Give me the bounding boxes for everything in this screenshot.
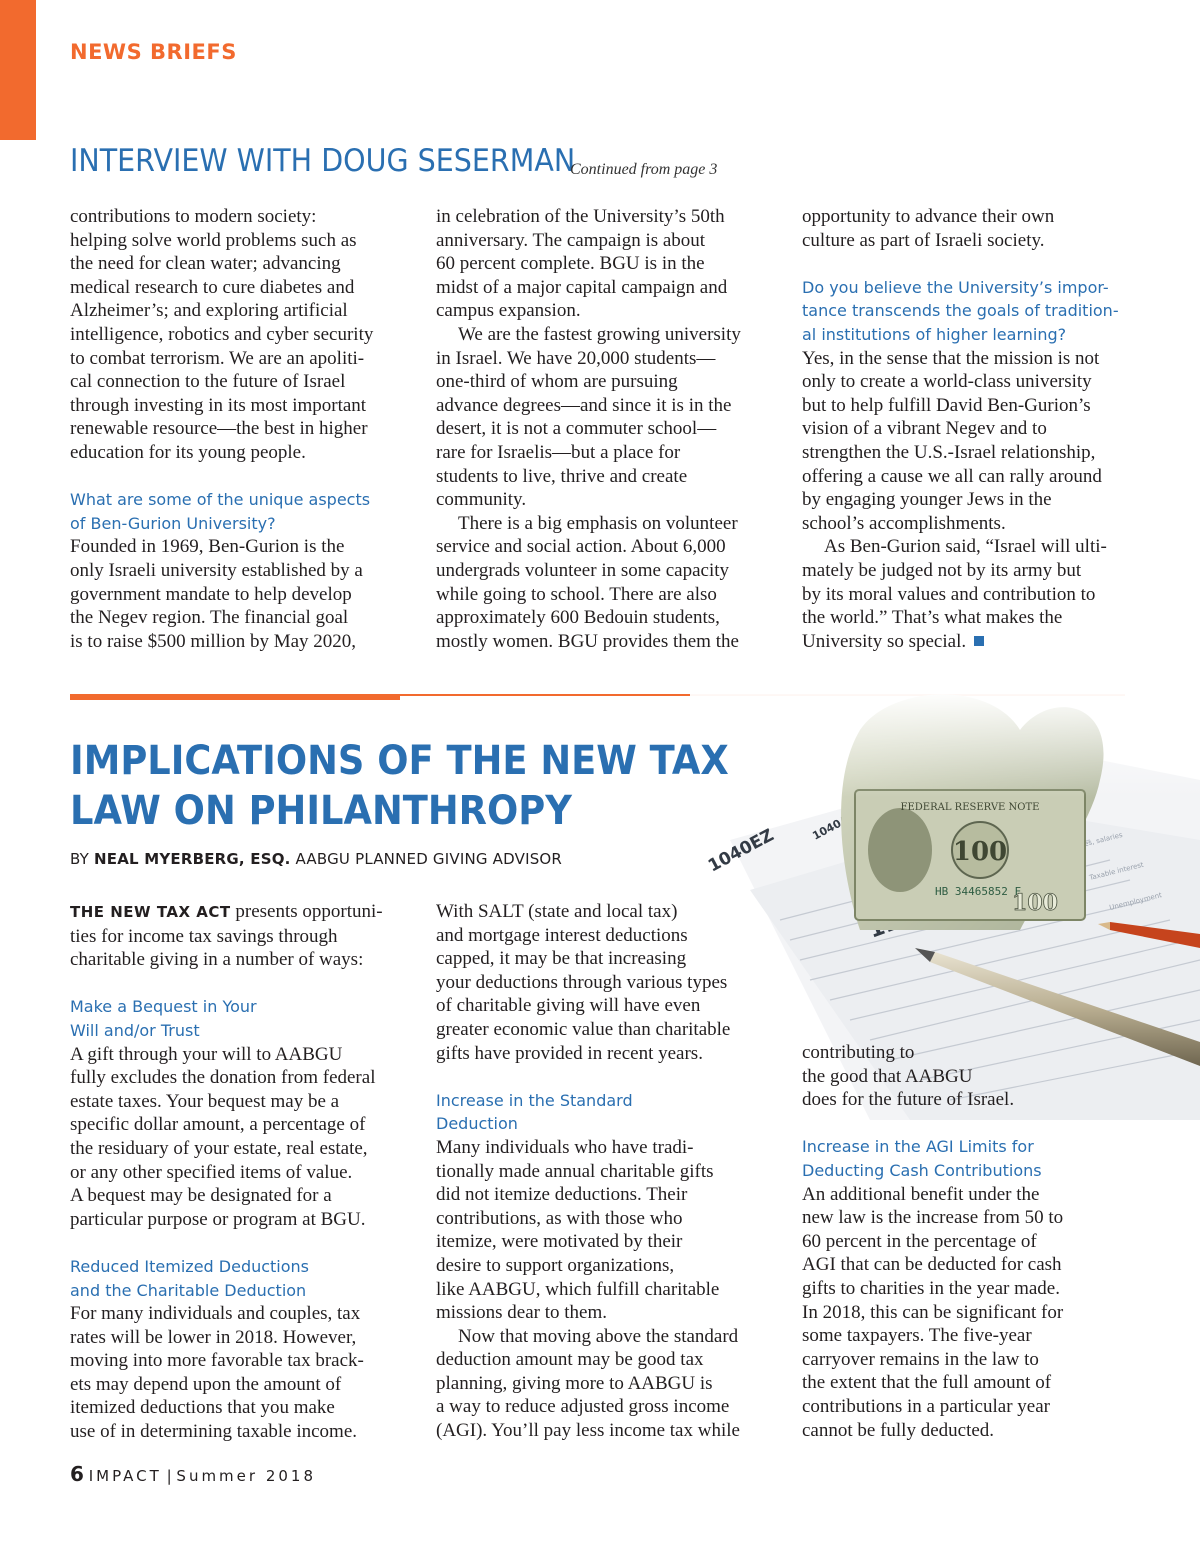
text-line: by engaging younger Jews in the bbox=[802, 489, 1052, 511]
section-label: NEWS BRIEFS bbox=[70, 40, 237, 64]
text-line: the need for clean water; advancing bbox=[70, 253, 341, 275]
text-line: What are some of the unique aspects bbox=[70, 490, 371, 510]
text-line: the Negev region. The financial goal bbox=[70, 607, 349, 629]
subheading bbox=[802, 1135, 1137, 1182]
article2-column-2 bbox=[436, 900, 771, 1443]
text-line: capped, it may be that increasing bbox=[436, 948, 687, 970]
text-line: cannot be fully deducted. bbox=[802, 1419, 995, 1441]
paragraph bbox=[70, 205, 405, 465]
text-line: while going to school. There are also bbox=[436, 583, 717, 605]
text-line: through investing in its most important bbox=[70, 394, 367, 416]
text-line: With SALT (state and local tax) bbox=[436, 901, 678, 922]
text-line: particular purpose or program at BGU. bbox=[70, 1208, 366, 1230]
text-line: mostly women. BGU provides them the bbox=[436, 630, 739, 652]
byline: BY NEAL MYERBERG, ESQ. AABGU PLANNED GIVING ADVISOR bbox=[70, 850, 563, 868]
text-line: itemize, were motivated by their bbox=[436, 1231, 683, 1253]
paragraph bbox=[802, 1183, 1137, 1443]
article1-column-2 bbox=[436, 205, 771, 653]
text-line: strengthen the U.S.-Israel relationship, bbox=[802, 441, 1096, 463]
text-line: As Ben-Gurion said, “Israel will ulti- bbox=[824, 536, 1107, 558]
text-line: Reduced Itemized Deductions bbox=[70, 1256, 310, 1276]
text-line: or any other specified items of value. bbox=[70, 1161, 353, 1183]
text-line: Do you believe the University’s impor- bbox=[802, 277, 1109, 297]
text-line: intelligence, robotics and cyber security bbox=[70, 323, 374, 345]
text-line: the extent that the full amount of bbox=[802, 1372, 1052, 1394]
paragraph bbox=[436, 1325, 771, 1443]
text-line: gifts to charities in the year made. bbox=[802, 1277, 1060, 1299]
text-line: the residuary of your estate, real estate, bbox=[70, 1137, 368, 1159]
article1-column-1 bbox=[70, 205, 405, 653]
text-line: itemized deductions that you make bbox=[70, 1397, 335, 1419]
text-line: An additional benefit under the bbox=[802, 1183, 1040, 1205]
text-line: like AABGU, which fulfill charitable bbox=[436, 1278, 720, 1300]
text-line: in Israel. We have 20,000 students— bbox=[436, 347, 716, 369]
text-line: students to live, thrive and create bbox=[436, 465, 688, 487]
page-number: 6 bbox=[70, 1462, 84, 1486]
text-line: Founded in 1969, Ben-Gurion is the bbox=[70, 536, 345, 558]
subheading bbox=[436, 1089, 771, 1136]
text-line: rare for Israelis—but a place for bbox=[436, 441, 681, 463]
text-line: There is a big emphasis on volunteer bbox=[458, 512, 738, 534]
text-line: a way to reduce adjusted gross income bbox=[436, 1396, 730, 1418]
text-line: Deducting Cash Contributions bbox=[802, 1160, 1042, 1180]
text-line: service and social action. About 6,000 bbox=[436, 536, 726, 558]
text-line: to combat terrorism. We are an apoliti- bbox=[70, 347, 365, 369]
text-line: For many individuals and couples, tax bbox=[70, 1303, 361, 1325]
text-line: government mandate to help develop bbox=[70, 583, 352, 605]
text-line: renewable resource—the best in higher bbox=[70, 418, 368, 440]
article1-column-3 bbox=[802, 205, 1137, 653]
text-line: and the Charitable Deduction bbox=[70, 1280, 307, 1300]
text-line: contributions in a particular year bbox=[802, 1395, 1050, 1417]
text-line: Increase in the AGI Limits for bbox=[802, 1137, 1034, 1157]
text-line: rates will be lower in 2018. However, bbox=[70, 1326, 357, 1348]
text-line: contributions, as with those who bbox=[436, 1207, 683, 1229]
text-line: school’s accomplishments. bbox=[802, 512, 1006, 534]
paragraph bbox=[436, 323, 771, 512]
text-line: Deduction bbox=[436, 1114, 518, 1134]
magazine-name: IMPACT bbox=[88, 1467, 162, 1485]
text-line: the good that AABGU bbox=[802, 1065, 973, 1087]
text-line: Yes, in the sense that the mission is not bbox=[802, 347, 1100, 369]
paragraph bbox=[70, 1302, 405, 1444]
text-line: ties for income tax savings through bbox=[70, 925, 338, 947]
text-line: presents opportuni- bbox=[230, 901, 383, 922]
text-line: carryover remains in the law to bbox=[802, 1348, 1039, 1370]
intro-paragraph bbox=[70, 900, 405, 972]
text-line: tionally made annual charitable gifts bbox=[436, 1160, 714, 1182]
text-line: culture as part of Israeli society. bbox=[802, 229, 1045, 251]
page-footer: 6 IMPACT | Summer 2018 bbox=[70, 1462, 317, 1486]
text-line: gifts have provided in recent years. bbox=[436, 1042, 703, 1064]
text-line: contributions to modern society: bbox=[70, 206, 317, 227]
text-line: midst of a major capital campaign and bbox=[436, 276, 728, 298]
text-line: by its moral values and contribution to bbox=[802, 583, 1096, 605]
paragraph bbox=[70, 1043, 405, 1232]
text-line: ets may depend upon the amount of bbox=[70, 1373, 342, 1395]
text-line: of charitable giving will have even bbox=[436, 995, 701, 1017]
text-line: the world.” That’s what makes the bbox=[802, 607, 1063, 629]
text-line: does for the future of Israel. bbox=[802, 1089, 1015, 1111]
text-line: anniversary. The campaign is about bbox=[436, 229, 706, 251]
text-line: opportunity to advance their own bbox=[802, 206, 1055, 227]
text-line: in celebration of the University’s 50th bbox=[436, 206, 725, 227]
text-line: estate taxes. Your bequest may be a bbox=[70, 1090, 340, 1112]
continued-note: Continued from page 3 bbox=[570, 161, 718, 178]
text-line: community. bbox=[436, 489, 527, 511]
text-line: AGI that can be deducted for cash bbox=[802, 1254, 1062, 1276]
paragraph bbox=[436, 1136, 771, 1325]
section-divider-thick bbox=[70, 694, 400, 700]
paragraph bbox=[436, 900, 771, 1065]
subheading bbox=[70, 995, 405, 1042]
article2-column-1 bbox=[70, 900, 405, 1444]
paragraph bbox=[802, 1041, 1137, 1112]
paragraph bbox=[436, 512, 771, 654]
text-line: is to raise $500 million by May 2020, bbox=[70, 630, 357, 652]
text-line: your deductions through various types bbox=[436, 971, 728, 993]
text-line: cal connection to the future of Israel bbox=[70, 371, 346, 393]
text-line: Will and/or Trust bbox=[70, 1020, 200, 1040]
text-line: of Ben-Gurion University? bbox=[70, 513, 276, 533]
text-line: fully excludes the donation from federal bbox=[70, 1067, 376, 1089]
paragraph bbox=[70, 535, 405, 653]
text-line: We are the fastest growing university bbox=[458, 323, 741, 345]
paragraph bbox=[802, 535, 1137, 653]
text-line: new law is the increase from 50 to bbox=[802, 1207, 1064, 1229]
text-line: medical research to cure diabetes and bbox=[70, 276, 355, 298]
text-line: one-third of whom are pursuing bbox=[436, 371, 678, 393]
end-mark-icon bbox=[974, 636, 984, 646]
text-line: planning, giving more to AABGU is bbox=[436, 1372, 713, 1394]
text-line: and mortgage interest deductions bbox=[436, 924, 688, 946]
text-line: offering a cause we all can rally around bbox=[802, 465, 1102, 487]
text-line: some taxpayers. The five-year bbox=[802, 1325, 1032, 1347]
text-line: undergrads volunteer in some capacity bbox=[436, 559, 729, 581]
text-line: (AGI). You’ll pay less income tax while bbox=[436, 1420, 740, 1442]
text-line: contributing to bbox=[802, 1042, 915, 1063]
text-line: al institutions of higher learning? bbox=[802, 324, 1067, 344]
text-line: but to help fulfill David Ben-Gurion’s bbox=[802, 394, 1091, 416]
text-line: specific dollar amount, a percentage of bbox=[70, 1114, 366, 1136]
text-line: Many individuals who have tradi- bbox=[436, 1136, 694, 1158]
text-line: tance transcends the goals of tradition- bbox=[802, 301, 1119, 321]
text-line: missions dear to them. bbox=[436, 1302, 607, 1324]
text-line: desert, it is not a commuter school— bbox=[436, 418, 717, 440]
article2-title: IMPLICATIONS OF THE NEW TAX LAW ON PHILANTHROPY bbox=[70, 738, 729, 834]
subheading bbox=[70, 1255, 405, 1302]
article2-column-3 bbox=[802, 1041, 1137, 1442]
text-line: deduction amount may be good tax bbox=[436, 1349, 704, 1371]
text-line: vision of a vibrant Negev and to bbox=[802, 418, 1047, 440]
text-line: charitable giving in a number of ways: bbox=[70, 949, 364, 971]
text-line: helping solve world problems such as bbox=[70, 229, 357, 251]
interview-question bbox=[70, 488, 405, 535]
text-line: greater economic value than charitable bbox=[436, 1018, 731, 1040]
text-line: University so special. bbox=[802, 630, 967, 652]
text-line: only Israeli university established by a bbox=[70, 559, 363, 581]
text-line: did not itemize deductions. Their bbox=[436, 1184, 688, 1206]
text-line: 60 percent complete. BGU is in the bbox=[436, 253, 705, 275]
author-role: AABGU PLANNED GIVING ADVISOR bbox=[295, 850, 563, 868]
interview-question bbox=[802, 276, 1137, 347]
text-line: A bequest may be designated for a bbox=[70, 1185, 332, 1207]
paragraph bbox=[802, 205, 1137, 252]
text-line: A gift through your will to AABGU bbox=[70, 1043, 343, 1065]
text-line: Increase in the Standard bbox=[436, 1090, 633, 1110]
author-name: NEAL MYERBERG, ESQ. bbox=[94, 850, 291, 868]
paragraph bbox=[802, 347, 1137, 536]
article1-title: INTERVIEW WITH DOUG SESERMAN bbox=[70, 143, 576, 179]
text-line: advance degrees—and since it is in the bbox=[436, 394, 732, 416]
orange-side-tab bbox=[0, 0, 36, 140]
text-line: approximately 600 Bedouin students, bbox=[436, 607, 720, 629]
text-line: Make a Bequest in Your bbox=[70, 997, 257, 1017]
text-line: education for its young people. bbox=[70, 441, 306, 463]
text-line: moving into more favorable tax brack- bbox=[70, 1350, 364, 1372]
text-line: In 2018, this can be significant for bbox=[802, 1301, 1064, 1323]
text-line: use of in determining taxable income. bbox=[70, 1421, 358, 1443]
text-line: 60 percent in the percentage of bbox=[802, 1230, 1037, 1252]
issue-date: Summer 2018 bbox=[176, 1467, 317, 1485]
text-line: Now that moving above the standard bbox=[458, 1325, 739, 1347]
lead-in: THE NEW TAX ACT bbox=[70, 903, 231, 921]
text-line: Alzheimer’s; and exploring artificial bbox=[70, 300, 348, 322]
text-line: mately be judged not by its army but bbox=[802, 559, 1082, 581]
text-line: only to create a world-class university bbox=[802, 371, 1092, 393]
text-line: desire to support organizations, bbox=[436, 1254, 675, 1276]
text-line: campus expansion. bbox=[436, 300, 581, 322]
paragraph bbox=[436, 205, 771, 323]
